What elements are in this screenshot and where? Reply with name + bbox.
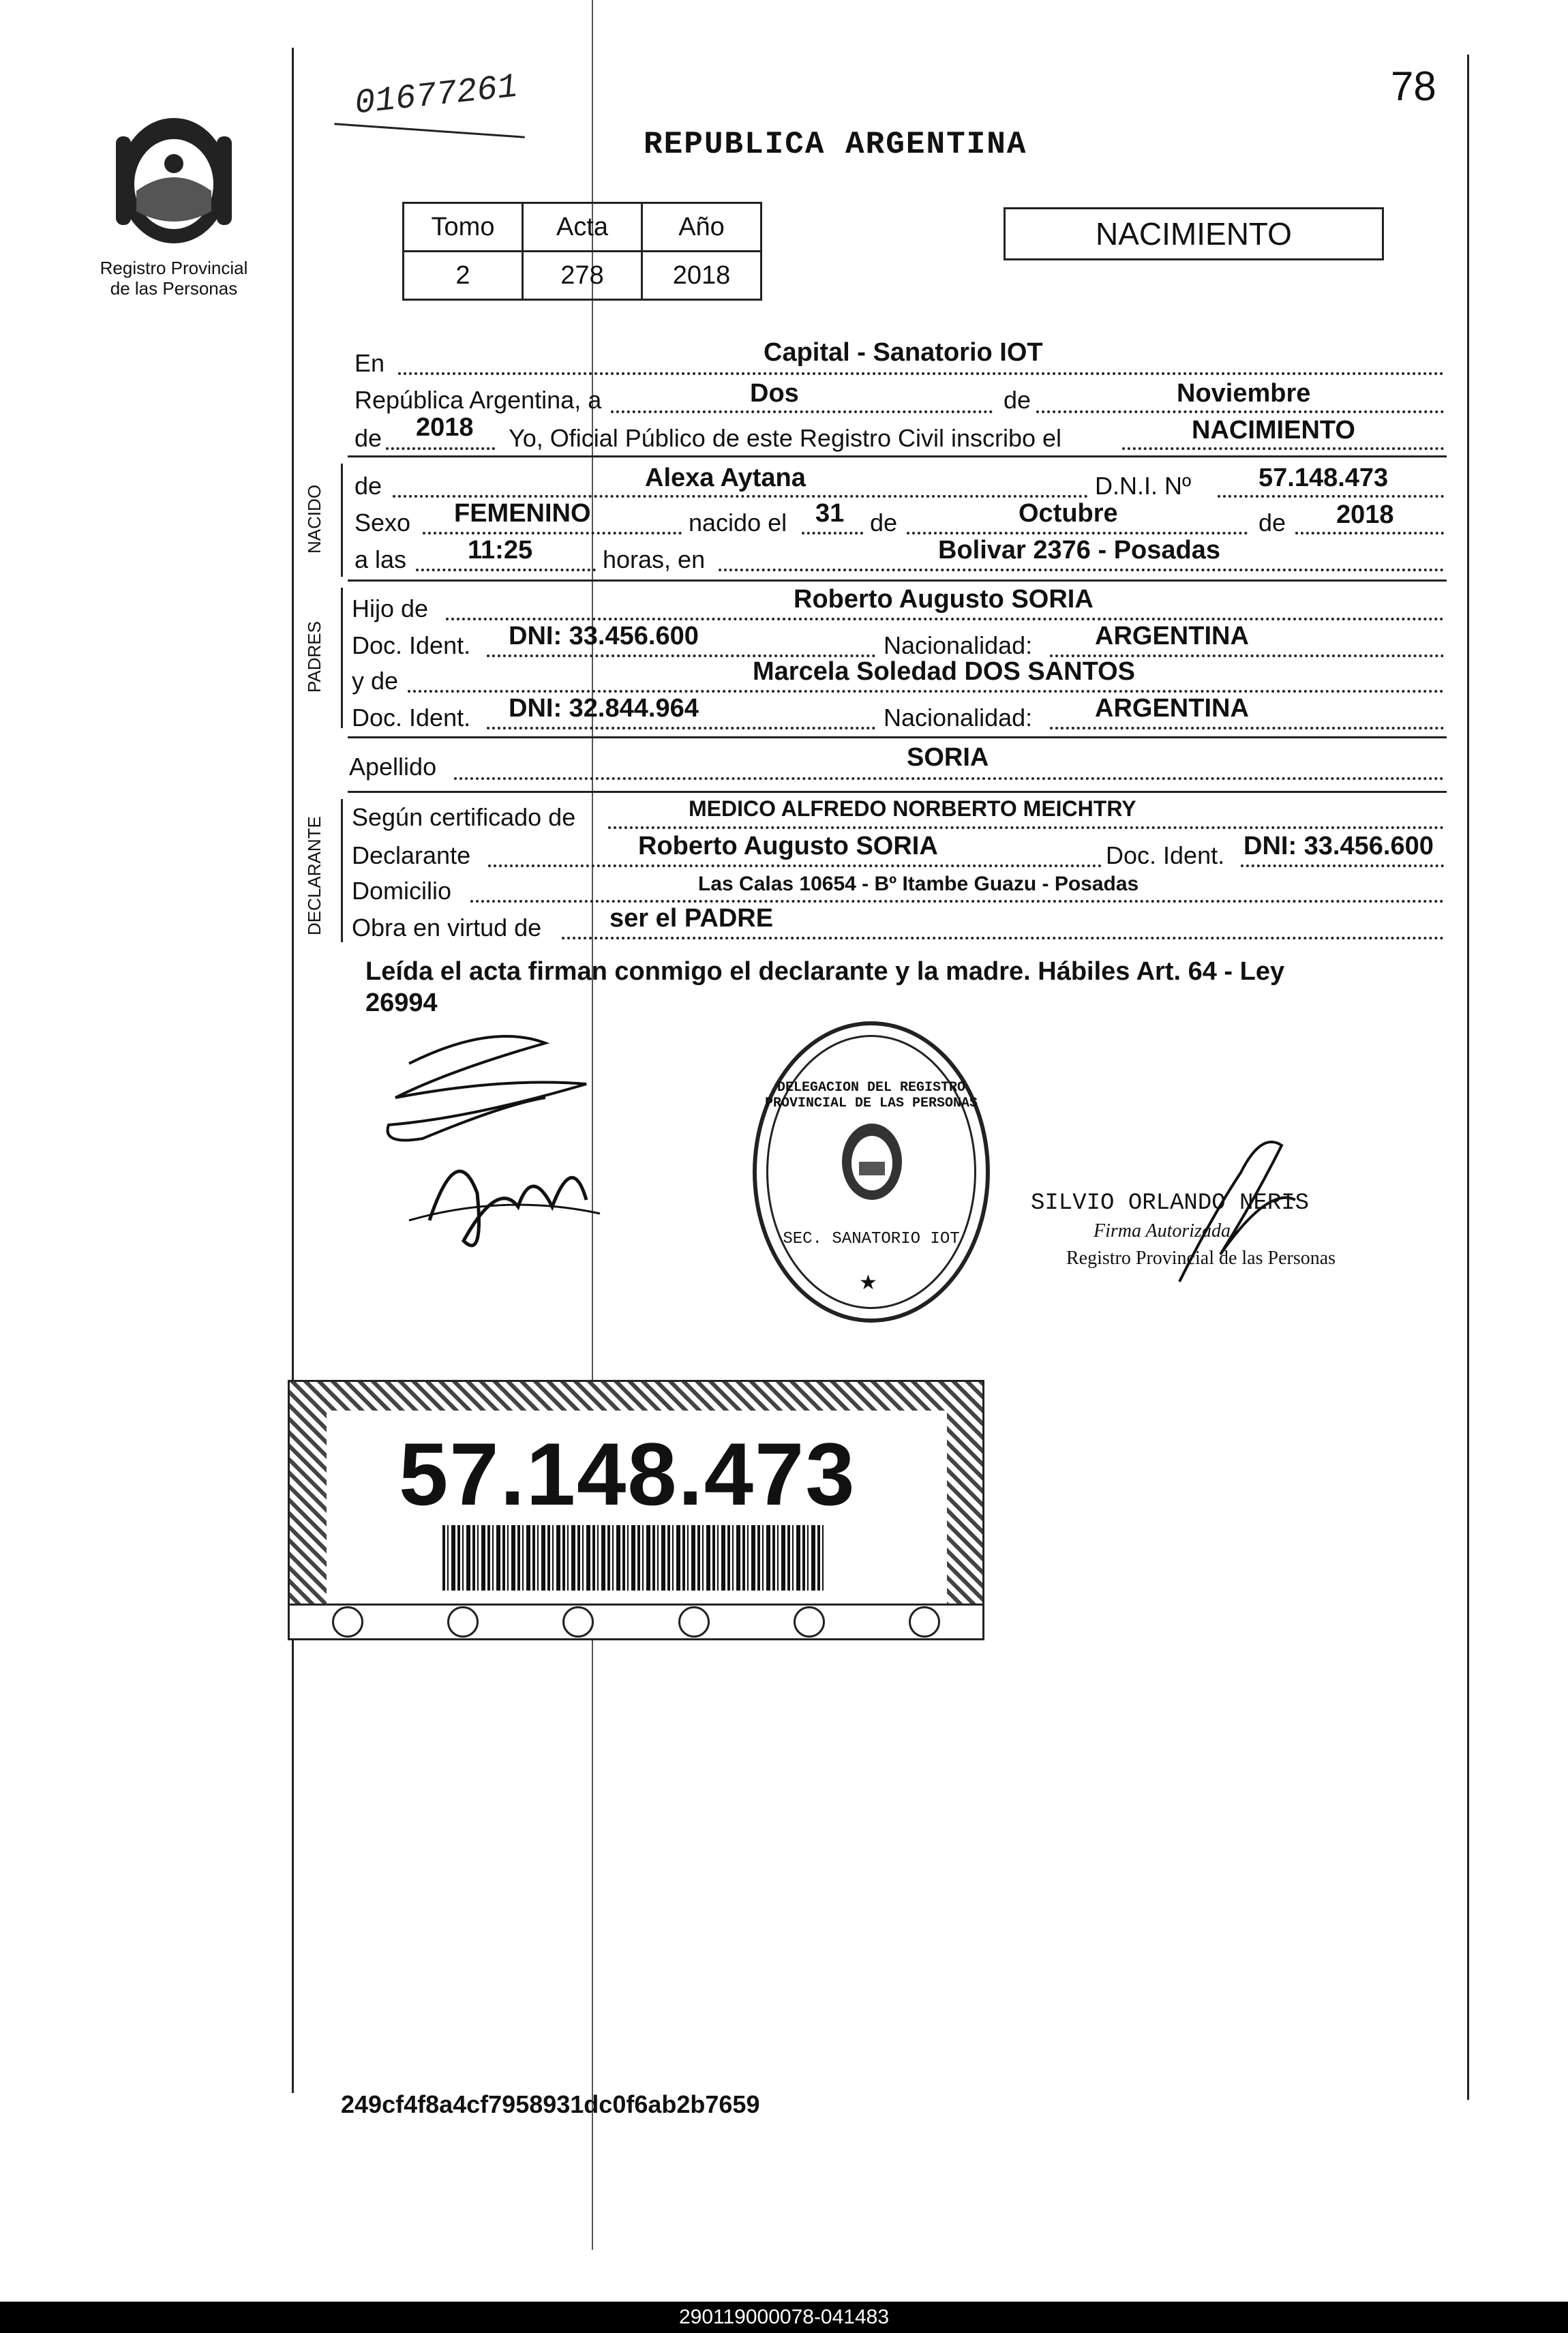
birth-day: 31: [815, 499, 845, 528]
mother-doc: DNI: 32.844.964: [509, 694, 699, 723]
coat-of-arms-icon: [102, 109, 245, 252]
right-margin-line: [1467, 55, 1469, 2100]
country-title: REPUBLICA ARGENTINA: [644, 127, 1027, 162]
mother-name: Marcela Soledad DOS SANTOS: [753, 657, 1136, 686]
stamp-star-icon: ★: [859, 1271, 877, 1294]
document-type: NACIMIENTO: [1096, 216, 1292, 252]
page-number: 78: [1391, 63, 1436, 109]
tomo-value: 2: [404, 252, 523, 300]
yde-label: y de: [352, 667, 399, 695]
decl-doc-label: Doc. Ident.: [1106, 841, 1225, 869]
document-type-box: [1004, 207, 1384, 260]
en-label: En: [355, 349, 385, 377]
cert-value: MEDICO ALFREDO NORBERTO MEICHTRY: [689, 796, 1136, 821]
mother-nat-label: Nacionalidad:: [884, 704, 1033, 732]
day-value: Dos: [750, 379, 799, 408]
obra-label: Obra en virtud de: [352, 914, 542, 942]
domicilio-label: Domicilio: [352, 877, 452, 905]
de2-label: de: [355, 472, 382, 500]
registered-mark-icon: [794, 1606, 825, 1638]
stamp-crest-icon: [834, 1114, 909, 1209]
id-label: [288, 1380, 984, 1640]
section-declarante-label: DECLARANTE: [304, 816, 325, 935]
registered-mark-icon: [562, 1606, 594, 1638]
child-dni: 57.148.473: [1258, 464, 1389, 492]
registry-stamp: [753, 1021, 990, 1323]
barcode: [442, 1525, 824, 1591]
document-hash: 249cf4f8a4cf7958931dc0f6ab2b7659: [341, 2090, 760, 2118]
registered-mark-icon: [332, 1606, 363, 1638]
hijo-label: Hijo de: [352, 594, 429, 622]
father-doc-label: Doc. Ident.: [352, 631, 471, 659]
father-nationality: ARGENTINA: [1095, 622, 1249, 650]
record-table: [402, 202, 762, 301]
cert-label: Según certificado de: [352, 803, 576, 831]
acta-type-value: NACIMIENTO: [1192, 416, 1355, 445]
id-number: 57.148.473: [399, 1424, 856, 1524]
declarante-doc: DNI: 33.456.600: [1243, 832, 1434, 860]
mother-doc-label: Doc. Ident.: [352, 704, 471, 732]
acta-header: Acta: [523, 203, 642, 252]
dni-label: D.N.I. Nº: [1095, 472, 1192, 500]
section-nacido-label: NACIDO: [304, 484, 325, 554]
sexo-value: FEMENINO: [454, 499, 591, 528]
place-value: Capital - Sanatorio IOT: [764, 338, 1043, 367]
de3-label: de: [870, 509, 898, 537]
child-name: Alexa Aytana: [645, 464, 806, 492]
anio-header: Año: [642, 203, 762, 252]
year-prefix-label: de: [355, 424, 382, 452]
stamp-inner-text: SEC. SANATORIO IOT: [783, 1230, 960, 1248]
registered-mark-icon: [678, 1606, 710, 1638]
closing-text: Leída el acta firman conmigo el declarante y la madre. Hábiles Art. 64 - Ley: [365, 957, 1285, 986]
obra-value: ser el PADRE: [609, 904, 774, 933]
apellido-value: SORIA: [907, 743, 989, 772]
horas-label: horas, en: [603, 545, 706, 573]
declarant-signature: [368, 1016, 654, 1289]
mother-nationality: ARGENTINA: [1095, 694, 1249, 723]
republica-label: República Argentina, a: [355, 386, 602, 414]
father-name: Roberto Augusto SORIA: [794, 585, 1094, 614]
registered-mark-icon: [447, 1606, 479, 1638]
father-nat-label: Nacionalidad:: [884, 631, 1033, 659]
acta-value: 278: [523, 252, 642, 300]
birth-place: Bolivar 2376 - Posadas: [938, 536, 1220, 565]
stamp-outer-text: DELEGACION DEL REGISTRO PROVINCIAL DE LAS PERSONAS: [764, 1080, 978, 1111]
de4-label: de: [1258, 509, 1286, 537]
birth-hour: 11:25: [468, 536, 533, 565]
sexo-label: Sexo: [355, 509, 411, 537]
birth-month: Octubre: [1019, 499, 1118, 528]
registry-logo: [102, 109, 245, 252]
de-label: de: [1004, 386, 1031, 414]
footer-code: 290119000078-041483: [678, 2306, 890, 2328]
alas-label: a las: [355, 545, 407, 573]
father-doc: DNI: 33.456.600: [509, 622, 699, 650]
oficial-text: Yo, Oficial Público de este Registro Civil inscribo el: [509, 424, 1062, 452]
section-padres-label: PADRES: [304, 621, 325, 693]
official-org: Registro Provincial de las Personas: [1066, 1248, 1336, 1269]
domicilio-value: Las Calas 10654 - Bº Itambe Guazu - Posadas: [698, 873, 1139, 895]
registry-name-line2: de las Personas: [110, 278, 238, 299]
official-title: Firma Autorizada: [1094, 1220, 1231, 1241]
apellido-label: Apellido: [349, 753, 437, 781]
month-value: Noviembre: [1177, 379, 1311, 408]
closing-text-2: 26994: [365, 989, 438, 1017]
left-margin-line: [292, 48, 294, 2093]
nacido-label: nacido el: [689, 509, 787, 537]
declarante-label: Declarante: [352, 841, 471, 869]
official-name: SILVIO ORLANDO NERIS: [1031, 1190, 1310, 1216]
serial-number: 01677261: [352, 67, 520, 124]
year-value: 2018: [416, 413, 474, 442]
footer-bar: [0, 2302, 1568, 2333]
declarante-name: Roberto Augusto SORIA: [638, 832, 938, 860]
birth-year: 2018: [1336, 500, 1394, 529]
registered-mark-icon: [909, 1606, 940, 1638]
registry-name-line1: Registro Provincial: [100, 258, 248, 278]
tomo-header: Tomo: [404, 203, 523, 252]
anio-value: 2018: [642, 252, 762, 300]
